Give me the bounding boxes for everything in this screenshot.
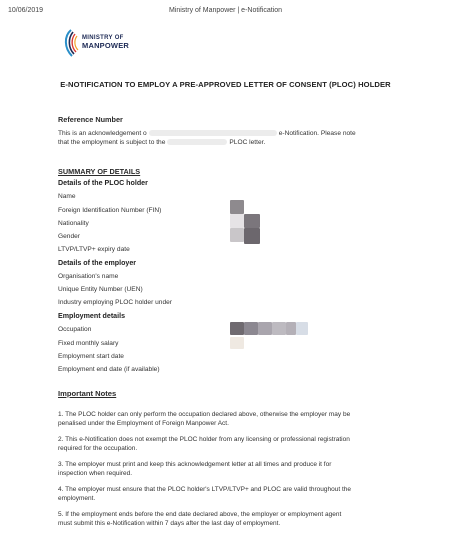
- ack-line2-end: PLOC letter.: [229, 139, 266, 146]
- redacted-value: [230, 228, 244, 242]
- redacted-block: [167, 139, 227, 145]
- summary-heading: SUMMARY OF DETAILS: [58, 167, 141, 176]
- field-label: Fixed monthly salary: [58, 340, 119, 347]
- redacted-value: [244, 214, 260, 228]
- note-line: inspection when required.: [58, 470, 133, 477]
- redacted-value: [244, 322, 258, 335]
- field-label: Foreign Identification Number (FIN): [58, 207, 162, 214]
- reference-number-label: Reference Number: [58, 115, 123, 124]
- redacted-value: [272, 322, 286, 335]
- field-label: Organisation's name: [58, 273, 119, 280]
- logo-line1: MINISTRY OF: [82, 35, 124, 41]
- print-header-title: Ministry of Manpower | e-Notification: [168, 7, 283, 14]
- field-label: Employment start date: [58, 353, 124, 360]
- redacted-value: [286, 322, 296, 335]
- employment-heading: Employment details: [58, 312, 126, 320]
- note-line: employment.: [58, 495, 96, 502]
- note-line: 5. If the employment ends before the end date declared above, the employer or employment agent: [58, 511, 342, 518]
- employer-heading: Details of the employer: [58, 259, 137, 267]
- field-label: Gender: [58, 233, 80, 240]
- note-line: required for the occupation.: [58, 445, 138, 452]
- field-label: Unique Entity Number (UEN): [58, 286, 143, 293]
- redacted-value: [230, 337, 244, 349]
- redacted-value: [230, 214, 244, 228]
- redacted-block: [149, 130, 277, 136]
- field-label: Industry employing PLOC holder under: [58, 299, 172, 306]
- redacted-value: [258, 322, 272, 335]
- redacted-value: [230, 200, 244, 214]
- ack-line2-start: that the employment is subject to the: [58, 139, 166, 146]
- note-item: [58, 510, 400, 528]
- note-line: 2. This e-Notification does not exempt the PLOC holder from any licensing or professional registration: [58, 436, 350, 443]
- important-notes-heading: Important Notes: [58, 389, 117, 398]
- field-label: Occupation: [58, 326, 92, 333]
- mom-emblem-icon: [62, 26, 84, 60]
- note-item: [58, 485, 400, 503]
- field-label: Name: [58, 193, 76, 200]
- ack-line1-end: e-Notification. Please note: [278, 130, 356, 137]
- print-date: 10/06/2019: [8, 7, 44, 14]
- note-item: [58, 410, 400, 428]
- document-title: E-NOTIFICATION TO EMPLOY A PRE-APPROVED LETTER OF CONSENT (PLOC) HOLDER: [60, 80, 391, 89]
- acknowledgement-text: [58, 129, 398, 147]
- redacted-value: [230, 322, 244, 335]
- mom-logo: [62, 26, 142, 62]
- logo-wordmark: [82, 35, 129, 49]
- redacted-value: [244, 228, 260, 244]
- field-label: LTVP/LTVP+ expiry date: [58, 246, 130, 253]
- field-label: Nationality: [58, 220, 89, 227]
- note-item: [58, 435, 400, 453]
- note-line: 4. The employer must ensure that the PLOC holder's LTVP/LTVP+ and PLOC are valid throughout the: [58, 486, 351, 493]
- note-line: 1. The PLOC holder can only perform the occupation declared above, otherwise the employer may be: [58, 411, 351, 418]
- field-label: Employment end date (if available): [58, 366, 160, 373]
- note-line: must submit this e-Notification within 7 days after the last day of employment.: [58, 520, 281, 527]
- redacted-value: [296, 322, 308, 335]
- note-line: penalised under the Employment of Foreign Manpower Act.: [58, 420, 229, 427]
- ack-line1-start: This is an acknowledgement o: [58, 130, 147, 137]
- note-line: 3. The employer must print and keep this acknowledgement letter at all times and produce it for: [58, 461, 332, 468]
- ploc-holder-heading: Details of the PLOC holder: [58, 179, 148, 187]
- logo-line2: MANPOWER: [82, 41, 130, 50]
- note-item: [58, 460, 400, 478]
